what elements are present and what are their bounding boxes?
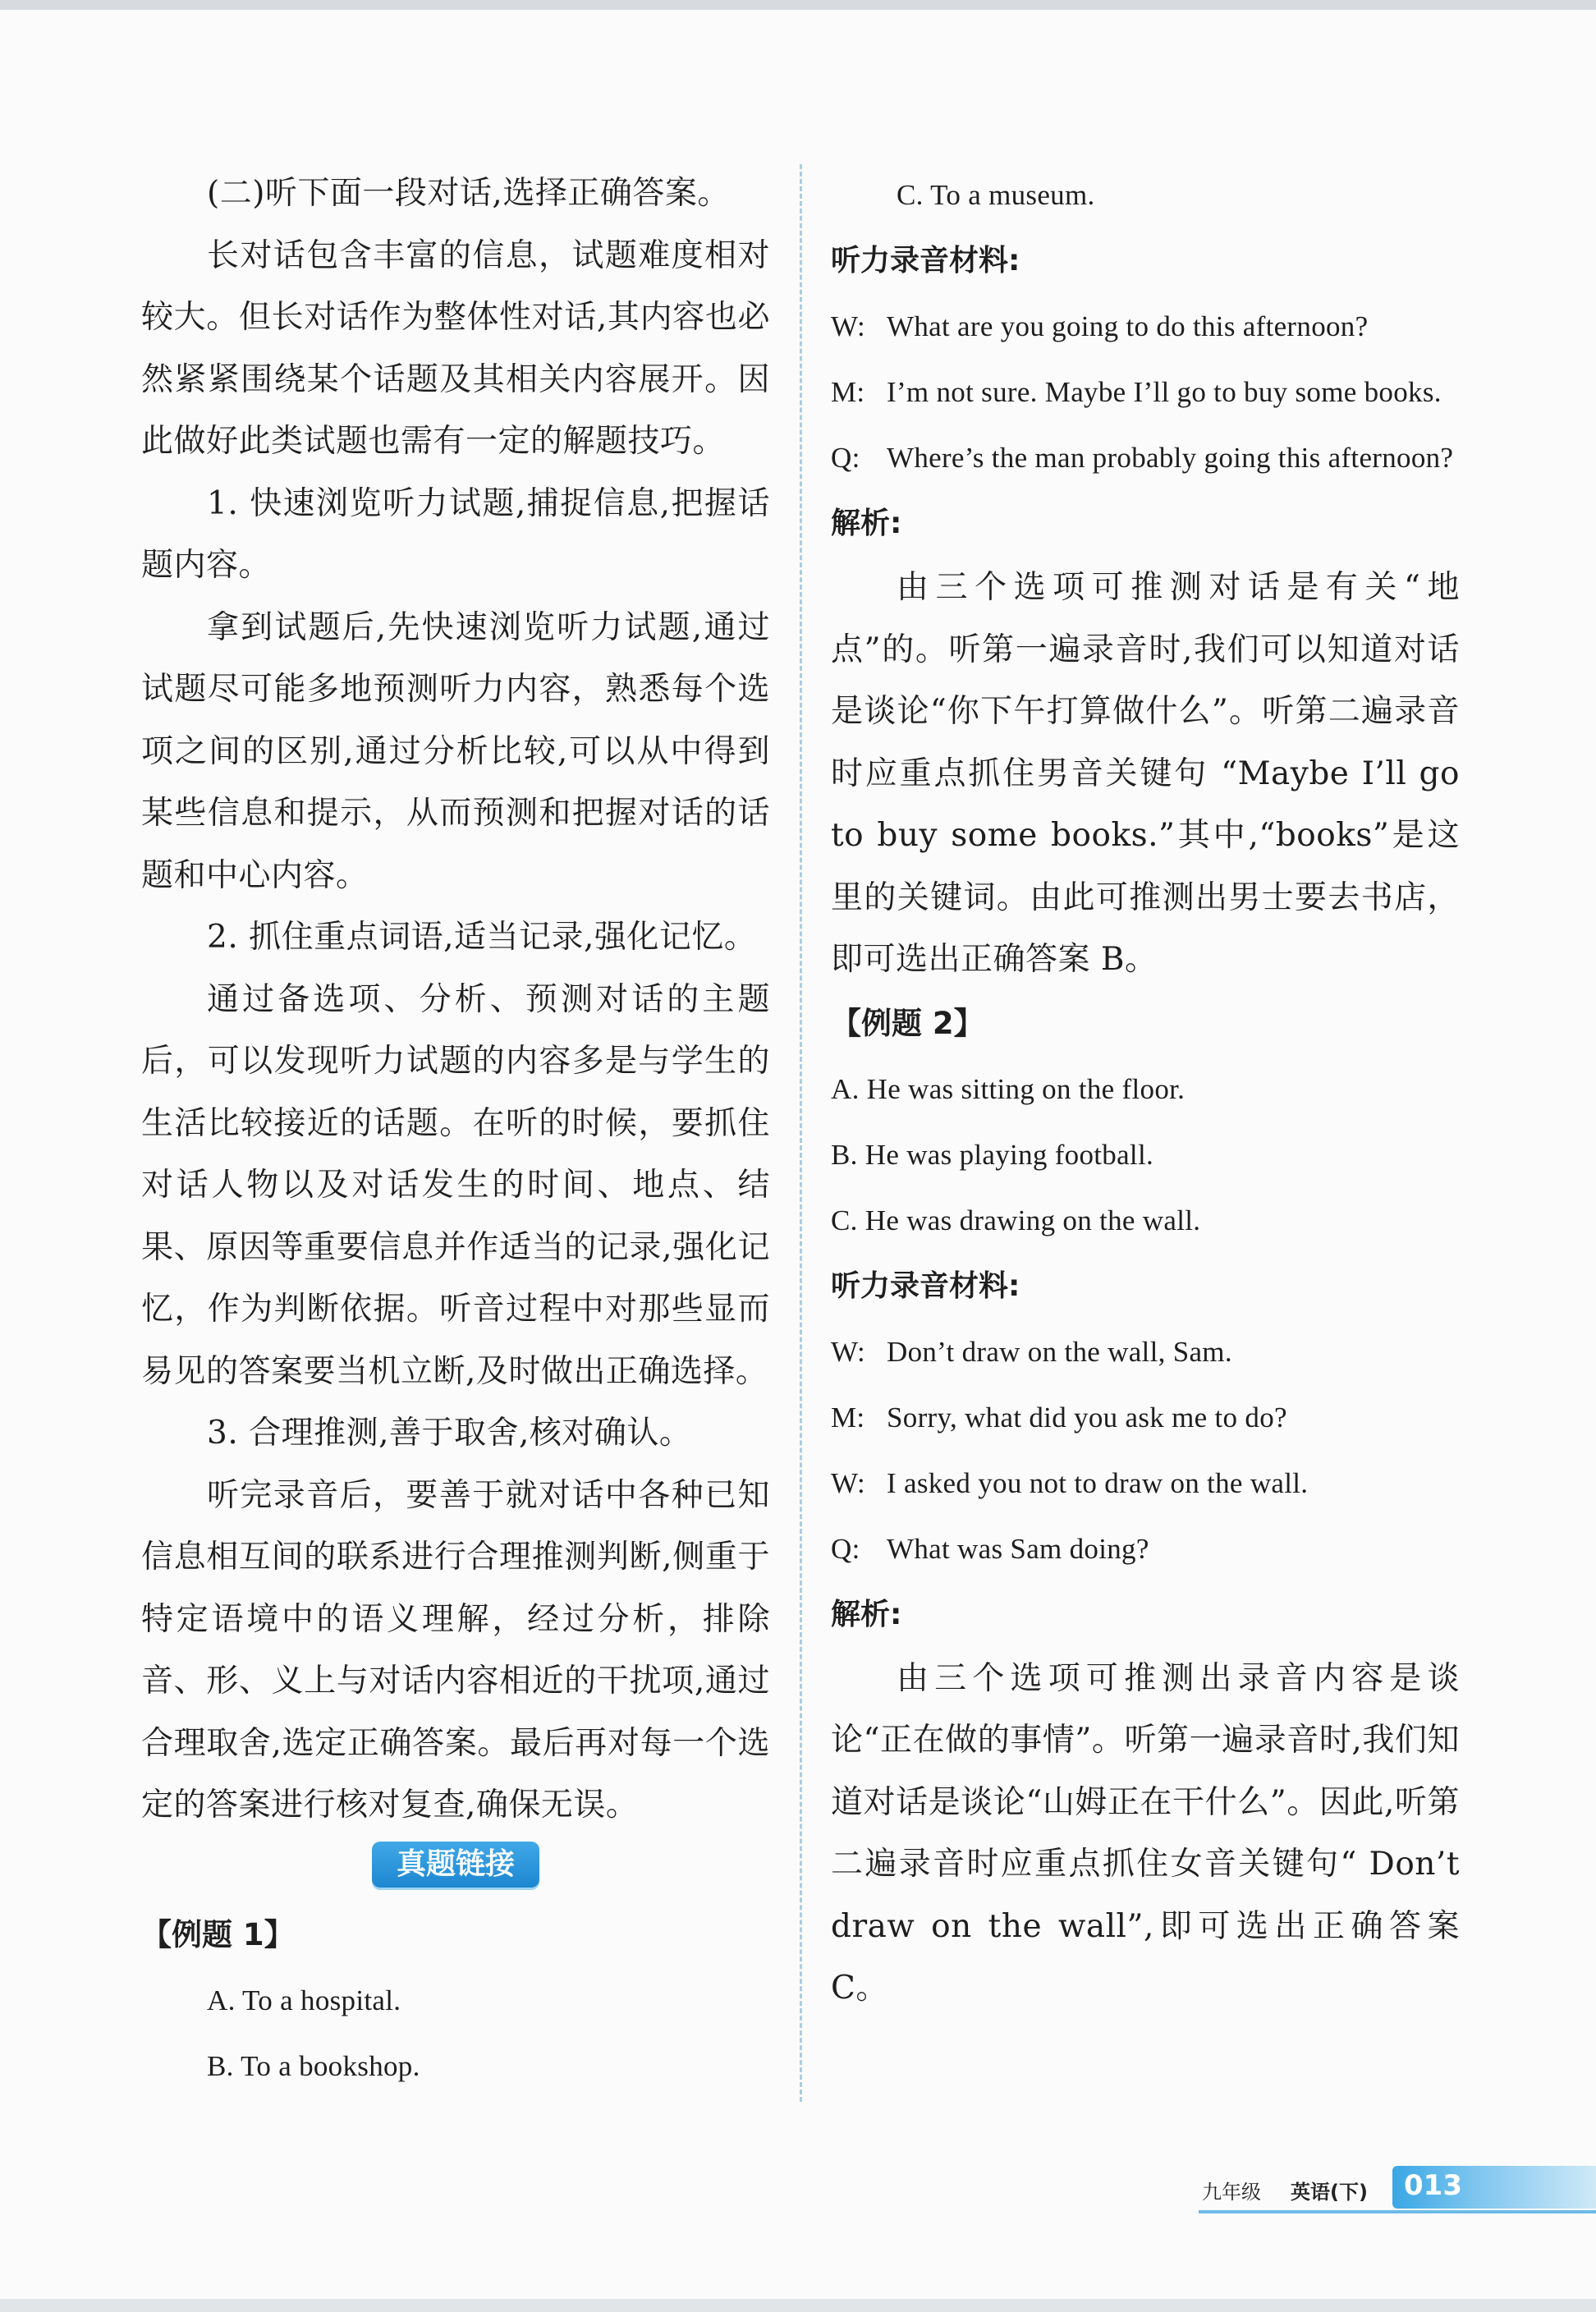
- analysis-label: 解析:: [831, 1597, 902, 1631]
- speaker-label: M:: [831, 1401, 865, 1434]
- left-column: [141, 163, 770, 2099]
- dialog-line: [831, 360, 1460, 425]
- speaker-label: Q:: [831, 442, 860, 474]
- dialog-text: What was Sam doing?: [887, 1532, 1149, 1565]
- tip-1-heading: 1. 快速浏览听力试题,捕捉信息,把握话题内容。: [141, 484, 770, 584]
- example-2-option-a: A. He was sitting on the floor.: [831, 1072, 1186, 1105]
- tip-3-heading: 3. 合理推测,善于取舍,核对确认。: [207, 1415, 692, 1452]
- tip-1-body: 拿到试题后,先快速浏览听力试题,通过试题尽可能多地预测听力内容，熟悉每个选项之间的区别,通过分析比较,可以从中得到某些信息和提示，从而预测和把握对话的话题和中心内容。: [141, 608, 770, 894]
- example-1-option-b: B. To a bookshop.: [207, 2049, 420, 2082]
- dialog-text: Sorry, what did you ask me to do?: [887, 1401, 1287, 1434]
- speaker-label: M:: [831, 376, 865, 408]
- analysis-label: 解析:: [831, 507, 902, 540]
- real-exam-link-badge: 真题链接: [372, 1842, 539, 1888]
- speaker-label: W:: [831, 1466, 866, 1499]
- subject-label: 英语(下): [1291, 2181, 1368, 2204]
- example-1-title: 【例题 1】: [141, 1916, 295, 1952]
- bottom-edge: [0, 2299, 1596, 2312]
- tip-3-body: 听完录音后，要善于就对话中各种已知信息相互间的联系进行合理推测判断,侧重于特定语境中的语义理解，经过分析，排除音、形、义上与对话内容相近的干扰项,通过合理取舍,选定正确答案。最后再对每一个选定的答案进行核对复查,确保无误。: [141, 1476, 770, 1823]
- dialog-line: [831, 1385, 1460, 1451]
- dialog-line: [831, 294, 1460, 360]
- dialog-text: I asked you not to draw on the wall.: [887, 1466, 1309, 1499]
- speaker-label: W:: [831, 1335, 866, 1368]
- footer-rule: [1199, 2210, 1596, 2213]
- analysis-1-text: 由三个选项可推测对话是有关“地点”的。听第一遍录音时,我们可以知道对话是谈论“你下午打算做什么”。听第二遍录音时应重点抓住男音关键句 “Maybe I’ll go to buy some books.”其中,“books”是这里的关键词。由此可推测出男士要去书店，即可选出正确答案 B。: [831, 569, 1460, 978]
- dialog-text: I’m not sure. Maybe I’ll go to buy some books.: [887, 376, 1442, 408]
- grade-label: 九年级: [1202, 2181, 1261, 2204]
- example-2-option-c: C. He was drawing on the wall.: [831, 1204, 1201, 1236]
- listening-material-label: 听力录音材料:: [831, 1268, 1020, 1303]
- top-edge: [0, 0, 1596, 10]
- dialog-line: [831, 1516, 1460, 1582]
- right-column: [831, 163, 1460, 2020]
- badge-container: [141, 1842, 770, 1902]
- dialog-text: Where’s the man probably going this afternoon?: [887, 442, 1454, 474]
- tip-2-heading: 2. 抓住重点词语,适当记录,强化记忆。: [207, 919, 757, 956]
- page-number: 013: [1404, 2169, 1462, 2202]
- dialog-line: [831, 425, 1460, 491]
- example-2-title: 【例题 2】: [831, 1005, 984, 1041]
- paragraph-intro: 长对话包含丰富的信息，试题难度相对较大。但长对话作为整体性对话,其内容也必然紧紧围绕某个话题及其相关内容展开。因此做好此类试题也需有一定的解题技巧。: [141, 236, 770, 460]
- dialog-line: [831, 1319, 1460, 1385]
- speaker-label: Q:: [831, 1532, 860, 1565]
- dialog-line: [831, 1451, 1460, 1516]
- listening-material-label: 听力录音材料:: [831, 244, 1020, 278]
- analysis-2-text: 由三个选项可推测出录音内容是谈论“正在做的事情”。听第一遍录音时,我们知道对话是谈论“山姆正在干什么”。因此,听第二遍录音时应重点抓住女音关键句“ Don’t draw on the wall”,即可选出正确答案 C。: [831, 1659, 1460, 2007]
- section-heading: (二)听下面一段对话,选择正确答案。: [207, 175, 730, 212]
- speaker-label: W:: [831, 310, 866, 342]
- tip-2-body: 通过备选项、分析、预测对话的主题后，可以发现听力试题的内容多是与学生的生活比较接近的话题。在听的时候，要抓住对话人物以及对话发生的时间、地点、结果、原因等重要信息并作适当的记录,强化记忆，作为判断依据。听音过程中对那些显而易见的答案要当机立断,及时做出正确选择。: [141, 980, 770, 1390]
- example-1-option-a: A. To a hospital.: [207, 1984, 401, 2016]
- column-divider: [800, 164, 802, 2102]
- dialog-text: Don’t draw on the wall, Sam.: [887, 1335, 1232, 1368]
- example-1-option-c: C. To a museum.: [897, 179, 1095, 211]
- dialog-text: What are you going to do this afternoon?: [887, 310, 1369, 342]
- example-2-option-b: B. He was playing football.: [831, 1138, 1154, 1171]
- page-footer: [1199, 2166, 1596, 2218]
